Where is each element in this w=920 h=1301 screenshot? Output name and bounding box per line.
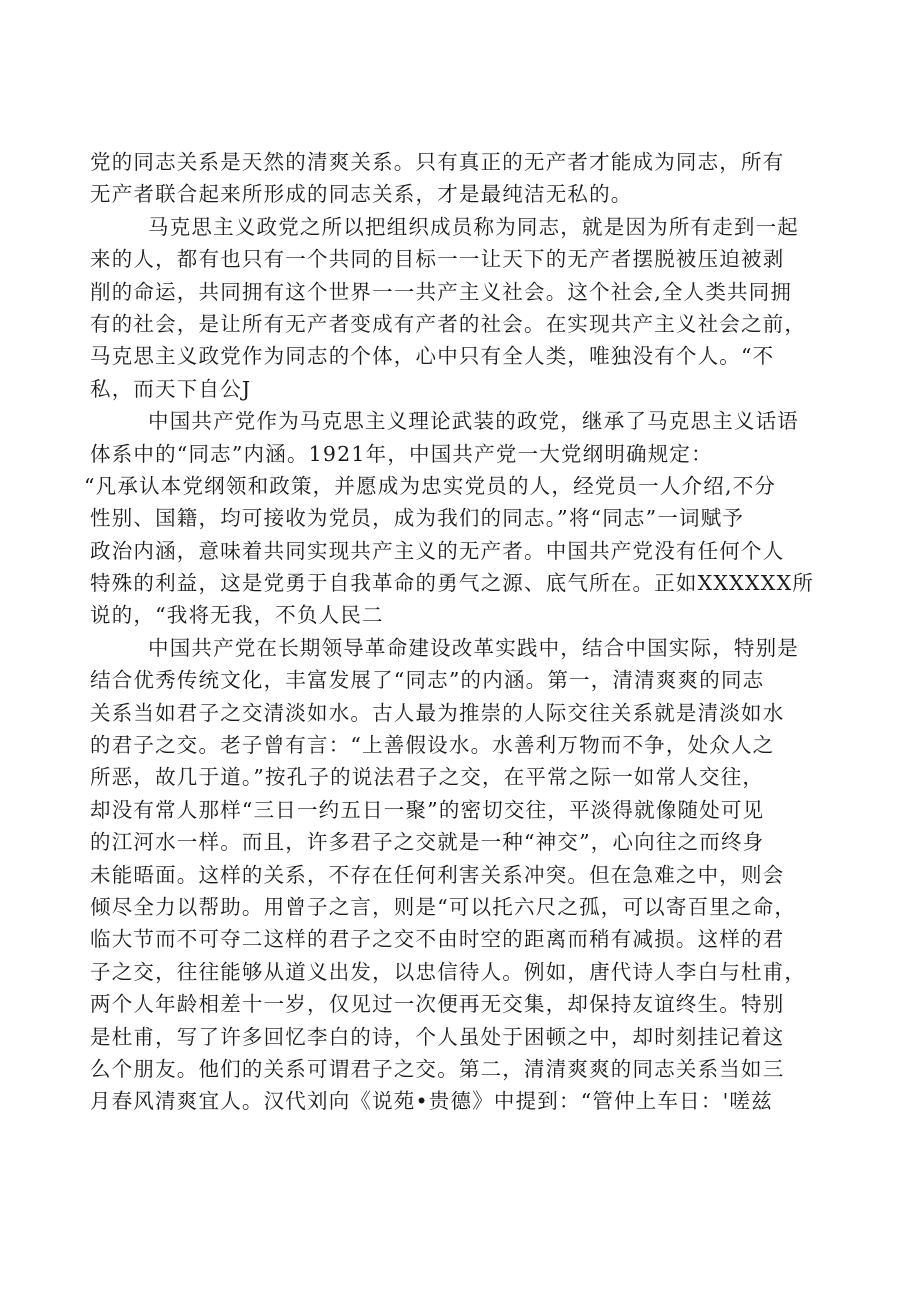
text-line: 性别、国籍，均可接收为党员，成为我们的同志。”将“同志”一词赋予: [90, 506, 745, 531]
paragraph-start-line: 马克思主义政党之所以把组织成员称为同志，就是因为所有走到一起: [148, 214, 799, 239]
text-line: 特殊的利益，这是党勇于自我革命的勇气之源、底气所在。正如XXXXXX所: [90, 571, 815, 596]
text-line: 体系中的“同志”内涵。1921年，中国共产党一大党纲明确规定：: [90, 441, 713, 466]
text-line: 未能晤面。这样的关系，不存在任何利害关系冲突。但在急难之中，则会: [90, 862, 785, 887]
text-line: 关系当如君子之交清淡如水。古人最为推崇的人际交往关系就是清淡如水: [90, 700, 785, 725]
text-line: 党的同志关系是天然的清爽关系。只有真正的无产者才能成为同志，所有: [90, 150, 785, 174]
text-line: 的江河水一样。而且，许多君子之交就是一种“神交”，心向往之而终身: [90, 830, 765, 855]
text-line: 是杜甫，写了许多回忆李白的诗，个人虽处于困顿之中，却时刻挂记着这: [90, 1024, 785, 1049]
text-line: 无产者联合起来所形成的同志关系，才是最纯洁无私的。: [90, 182, 633, 207]
text-line: 临大节而不可夺二这样的君子之交不由时空的距离而稍有减损。这样的君: [90, 927, 785, 952]
text-line: 有的社会，是让所有无产者变成有产者的社会。在实现共产主义社会之前，: [90, 311, 807, 336]
text-line: 的君子之交。老子曾有言：“上善假设水。水善利万物而不争，处众人之: [90, 733, 775, 758]
text-line: 私，而天下自公J: [90, 376, 252, 401]
paragraph-start-line: 中国共产党在长期领导革命建设改革实践中，结合中国实际，特别是: [148, 635, 799, 660]
text-line: 却没有常人那样“三日一约五日一聚”的密切交往，平淡得就像随处可见: [90, 797, 765, 822]
paragraph-start-line: 中国共产党作为马克思主义理论武装的政党，继承了马克思主义话语: [148, 409, 799, 434]
text-line: 马克思主义政党作为同志的个体，心中只有全人类，唯独没有个人。“不: [90, 344, 775, 369]
text-line: 月春风清爽宜人。汉代刘向《说苑•贵德》中提到：“管仲上车日：'嗟兹: [90, 1089, 773, 1114]
text-line: 说的，“我将无我，不负人民二: [90, 603, 384, 628]
text-line: “凡承认本党纲领和政策，并愿成为忠实党员的人，经党员一人介绍,不分: [84, 473, 777, 498]
text-line: 削的命运，共同拥有这个世界一一共产主义社会。这个社会,全人类共同拥: [90, 279, 793, 304]
text-line: 两个人年龄相差十一岁，仅见过一次便再无交集，却保持友谊终生。特别: [90, 992, 785, 1017]
text-line: 倾尽全力以帮助。用曾子之言，则是“可以托六尺之孤，可以寄百里之命，: [90, 894, 797, 919]
text-line: 政治内涵，意味着共同实现共产主义的无产者。中国共产党没有任何个人: [90, 538, 785, 563]
text-line: 么个朋友。他们的关系可谓君子之交。第二，清清爽爽的同志关系当如三: [90, 1056, 785, 1081]
text-line: 所恶，故几于道。”按孔子的说法君子之交，在平常之际一如常人交往，: [90, 765, 765, 790]
text-line: 结合优秀传统文化，丰富发展了“同志”的内涵。第一，清清爽爽的同志: [90, 668, 765, 693]
text-line: 来的人，都有也只有一个共同的目标一一让天下的无产者摆脱被压迫被剥: [90, 247, 785, 272]
body-text: [84, 146, 840, 1118]
text-line: 子之交，往往能够从道义出发，以忠信待人。例如，唐代诗人李白与杜甫，: [90, 959, 807, 984]
